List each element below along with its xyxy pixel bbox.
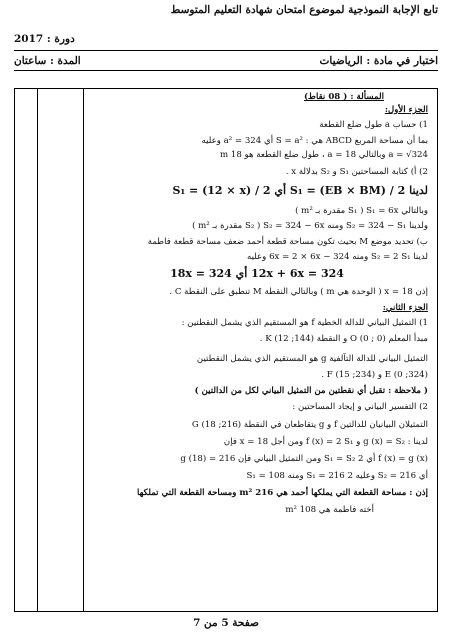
solution-line: 2) أ) كتابة المساحتين S₁ و S₂ بدلالة x .	[285, 167, 428, 177]
solution-line: ب) تحديد موضع M بحيث تكون مساحة قطعة أحمد ضعف مساحة قطعة فاطمة	[147, 237, 428, 247]
conclusion-line: أخته فاطمة هي 108 m²	[285, 505, 374, 515]
problem-heading: المسألة : ( 08 نقاط)	[303, 92, 384, 102]
conclusion-line: إذن : مساحة القطعة التي يملكها أحمد هي 216 m² ومساحة القطعة التي تملكها	[137, 488, 428, 498]
header-title: تابع الإجابة النموذجية لموضوع امتحان شهادة التعليم المتوسط	[170, 4, 438, 16]
formula-line: لدينا S₁ = (EB × BM) / 2 أي S₁ = (12 × x) / 2	[172, 184, 428, 197]
note-line: ( ملاحظة : تقبل أي نقطتين من التمثيل البياني لكل من الدالتين )	[194, 386, 428, 396]
solution-line: وبالتالي S₁ = 6x ( S₁ مقدرة بـ m² )	[295, 206, 428, 216]
formula-line: 12x + 6x = 324 أي 18x = 324	[170, 267, 344, 280]
session-label: دورة : 2017	[14, 33, 75, 45]
part-two-heading: الجزء الثاني:	[382, 303, 428, 313]
solution-line: 1) التمثيل البياني للدالة الخطية f هو المستقيم الذي يشمل النقطتين :	[181, 318, 428, 328]
duration-label: المدة : ساعتان	[14, 55, 81, 67]
column-divider-1	[37, 89, 38, 611]
solution-line: E (0 ;324) و F (15 ;234) .	[321, 370, 428, 380]
header-divider-1	[14, 50, 438, 51]
part-one-heading: الجزء الأول:	[384, 105, 428, 115]
solution-line: التمثيل البياني للدالة التآلفية g هو المستقيم الذي يشمل النقطتين	[196, 354, 428, 364]
solution-line: إذن x = 18 ( الوحدة هي m ) وبالتالي النقطة M تنطبق على النقطة C .	[169, 287, 428, 297]
solution-line: لدينا : g (x) = S₂ و f (x) = 2 S₁ ومن أجل x = 18 فإن	[223, 437, 428, 447]
solution-line: أي S₂ = 216 وعليه 2 S₁ = 216 ومنه S₁ = 108	[246, 471, 428, 481]
solution-line: a = √324 وبالتالي a = 18 ، طول ضلع القطعة هو 18 m	[219, 150, 428, 160]
solution-line: مبدأ المعلم O (0 ; 0) و النقطة K (12 ;144) .	[259, 334, 428, 344]
solution-line: التمثيلان البيانيان للدالتين f و g يتقاطعان في النقطة G (18 ;216)	[191, 420, 428, 430]
page-number: صفحة 5 من 7	[193, 617, 259, 629]
solution-line: 1) حساب a طول ضلع القطعة	[319, 120, 428, 130]
exam-subject: اختبار في مادة : الرياضيات	[319, 55, 438, 67]
solution-line: 2) التفسير البياني و إيجاد المساحتين :	[292, 402, 428, 412]
header-divider-2	[14, 70, 438, 71]
solution-content	[84, 92, 434, 607]
solution-line: f (x) = g (x) أي 2 S₁ = S₂ ومن التمثيل البياني فإن g (18) = 216	[180, 454, 428, 464]
solution-line: ولدينا S₂ = 324 − S₁ ومنه S₂ = 324 − 6x ( S₂ مقدرة بـ m² )	[192, 221, 428, 231]
solution-line: بما أن مساحة المربع ABCD هي : S = a² أي a² = 324 وعليه	[201, 136, 428, 146]
solution-line: لدينا S₂ = 2 S₁ ومنه 324 − 6x = 2 × 6x وعليه	[247, 252, 428, 262]
